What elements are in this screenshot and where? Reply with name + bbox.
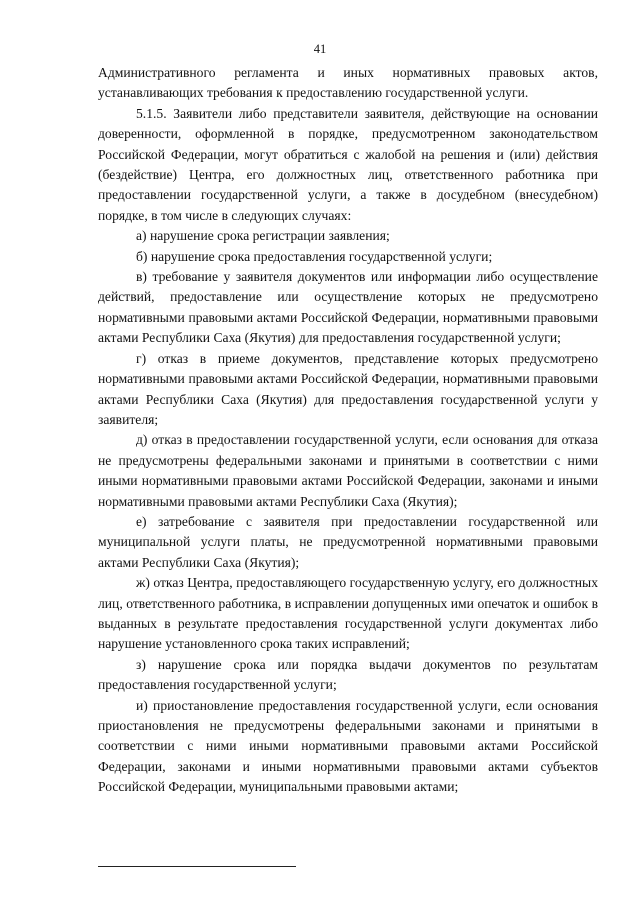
- list-item-zh: ж) отказ Центра, предоставляющего государственную услугу, его должностных лиц, ответственного работника, в исправлении допущенных ими опечаток и ошибок в выданных в результате предоставления государственной услуги документах либо нарушение установленного срока таких исправлений;: [98, 575, 598, 652]
- list-item-a: а) нарушение срока регистрации заявления;: [136, 228, 390, 244]
- page-number: 41: [313, 42, 327, 56]
- list-item-d: д) отказ в предоставлении государственной услуги, если основания для отказа не предусмотрены федеральными законами и принятыми в соответствии с ними иными нормативными правовыми актами Российской Федерации, законами и иными нормативными правовыми актами Республики Саха (Якутия);: [98, 432, 598, 509]
- footnote-divider: [98, 866, 296, 867]
- paragraph-continuation: Административного регламента и иных нормативных правовых актов, устанавливающих требования к предоставлению государственной услуги.: [98, 65, 598, 101]
- list-item-z: з) нарушение срока или порядка выдачи документов по результатам предоставления государственной услуги;: [98, 656, 598, 693]
- document-body: [98, 63, 598, 798]
- list-item-g: г) отказ в приеме документов, представление которых предусмотрено нормативными правовыми актами Российской Федерации, нормативными правовыми актами Республики Саха (Якутия) для предоставления государственной услуги у заявителя;: [98, 350, 598, 427]
- list-item-i: и) приостановление предоставления государственной услуги, если основания приостановления не предусмотрены федеральными законами и принятыми в соответствии с ними иными нормативными правовыми актами Российской Федерации, законами и иными нормативными правовыми актами субъектов Российской Федерации, муниципальными правовыми актами;: [98, 697, 598, 795]
- list-item-e: е) затребование с заявителя при предоставлении государственной или муниципальной услуги платы, не предусмотренной нормативными правовыми актами Республики Саха (Якутия);: [98, 513, 598, 570]
- list-item-b: б) нарушение срока предоставления государственной услуги;: [136, 248, 493, 264]
- paragraph-5-1-5: 5.1.5. Заявители либо представители заявителя, действующие на основании доверенности, оформленной в порядке, предусмотренном законодательством Российской Федерации, могут обратиться с жалобой на решения и (или) действия (бездействие) Центра, его должностных лиц, ответственного работника при предоставлении государственной услуги, а также в досудебном (внесудебном) порядке, в том числе в следующих случаях:: [98, 105, 598, 223]
- list-item-v: в) требование у заявителя документов или информации либо осуществление действий, предоставление или осуществление которых не предусмотрено нормативными правовыми актами Российской Федерации, нормативными правовыми актами Республики Саха (Якутия) для предоставления государственной услуги;: [98, 269, 598, 346]
